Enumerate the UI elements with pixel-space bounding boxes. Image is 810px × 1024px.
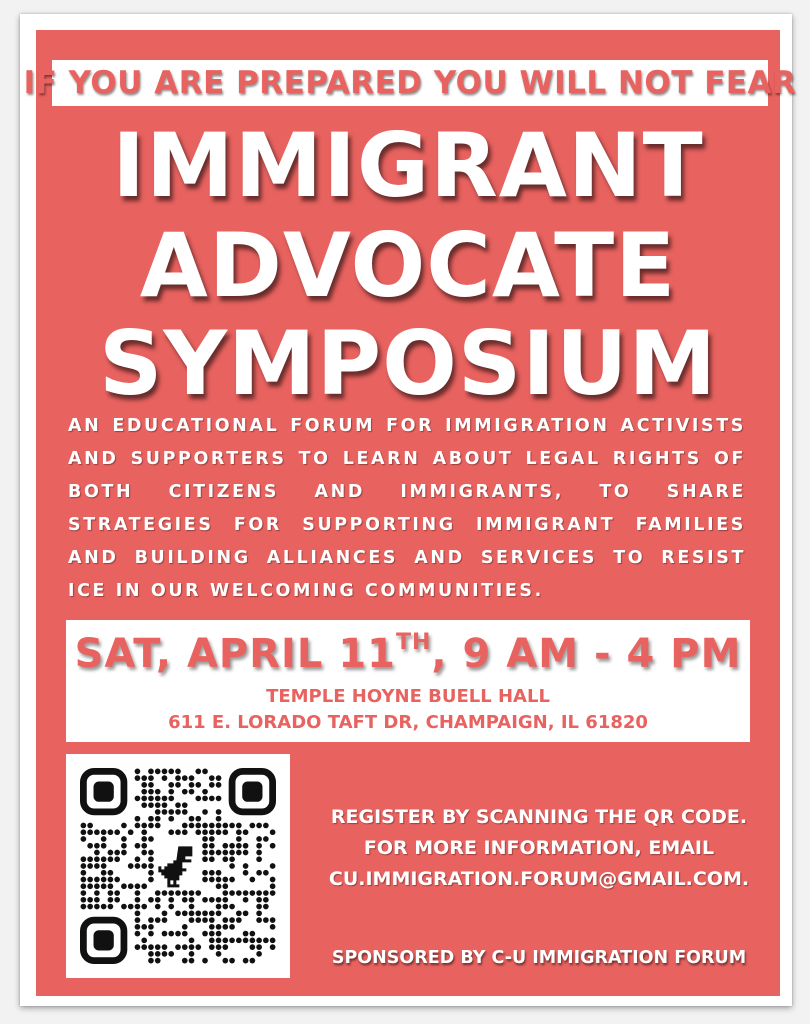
register-info	[324, 802, 754, 895]
qr-code[interactable]	[66, 754, 290, 978]
sponsor-line: SPONSORED BY C-U IMMIGRATION FORUM	[331, 948, 747, 968]
title-line-3: SYMPOSIUM	[98, 312, 718, 415]
qr-finder-bottom-left	[83, 920, 124, 961]
title-line-2: ADVOCATE	[139, 214, 677, 317]
register-line: REGISTER BY SCANNING THE QR CODE.	[330, 806, 748, 828]
qr-finder-top-left	[83, 771, 124, 812]
tagline-banner	[23, 60, 797, 106]
contact-email[interactable]: CU.IMMIGRATION.FORUM@GMAIL.COM.	[328, 868, 750, 890]
date-ordinal: TH	[396, 630, 432, 655]
title-line-1: IMMIGRANT	[112, 114, 704, 217]
event-date: SAT, APRIL 11	[74, 631, 396, 677]
qr-code-icon[interactable]	[80, 768, 276, 964]
tagline-text: IF YOU ARE PREPARED YOU WILL NOT FEAR	[23, 65, 797, 101]
dinosaur-icon	[158, 846, 192, 887]
event-date-time	[66, 630, 750, 677]
event-description: AN EDUCATIONAL FORUM FOR IMMIGRATION ACTIVISTS AND SUPPORTERS TO LEARN ABOUT LEGAL RIGHTS OF BOTH CITIZENS AND IMMIGRANTS, TO SHARE STRATEGIES FOR SUPPORTING IMMIGRANT FAMILIES AND BUILDING ALLIANCES AND SERVICES TO RESIST ICE IN OUR WELCOMING COMMUNITIES.	[68, 416, 746, 601]
qr-finder-top-right	[232, 771, 273, 812]
event-time: , 9 AM - 4 PM	[431, 631, 742, 677]
more-info-line: FOR MORE INFORMATION, EMAIL	[363, 837, 715, 859]
venue-address: 611 E. LORADO TAFT DR, CHAMPAIGN, IL 61820	[168, 712, 648, 733]
poster	[23, 30, 797, 996]
venue-name: TEMPLE HOYNE BUELL HALL	[266, 686, 550, 707]
event-info-box	[66, 620, 750, 742]
